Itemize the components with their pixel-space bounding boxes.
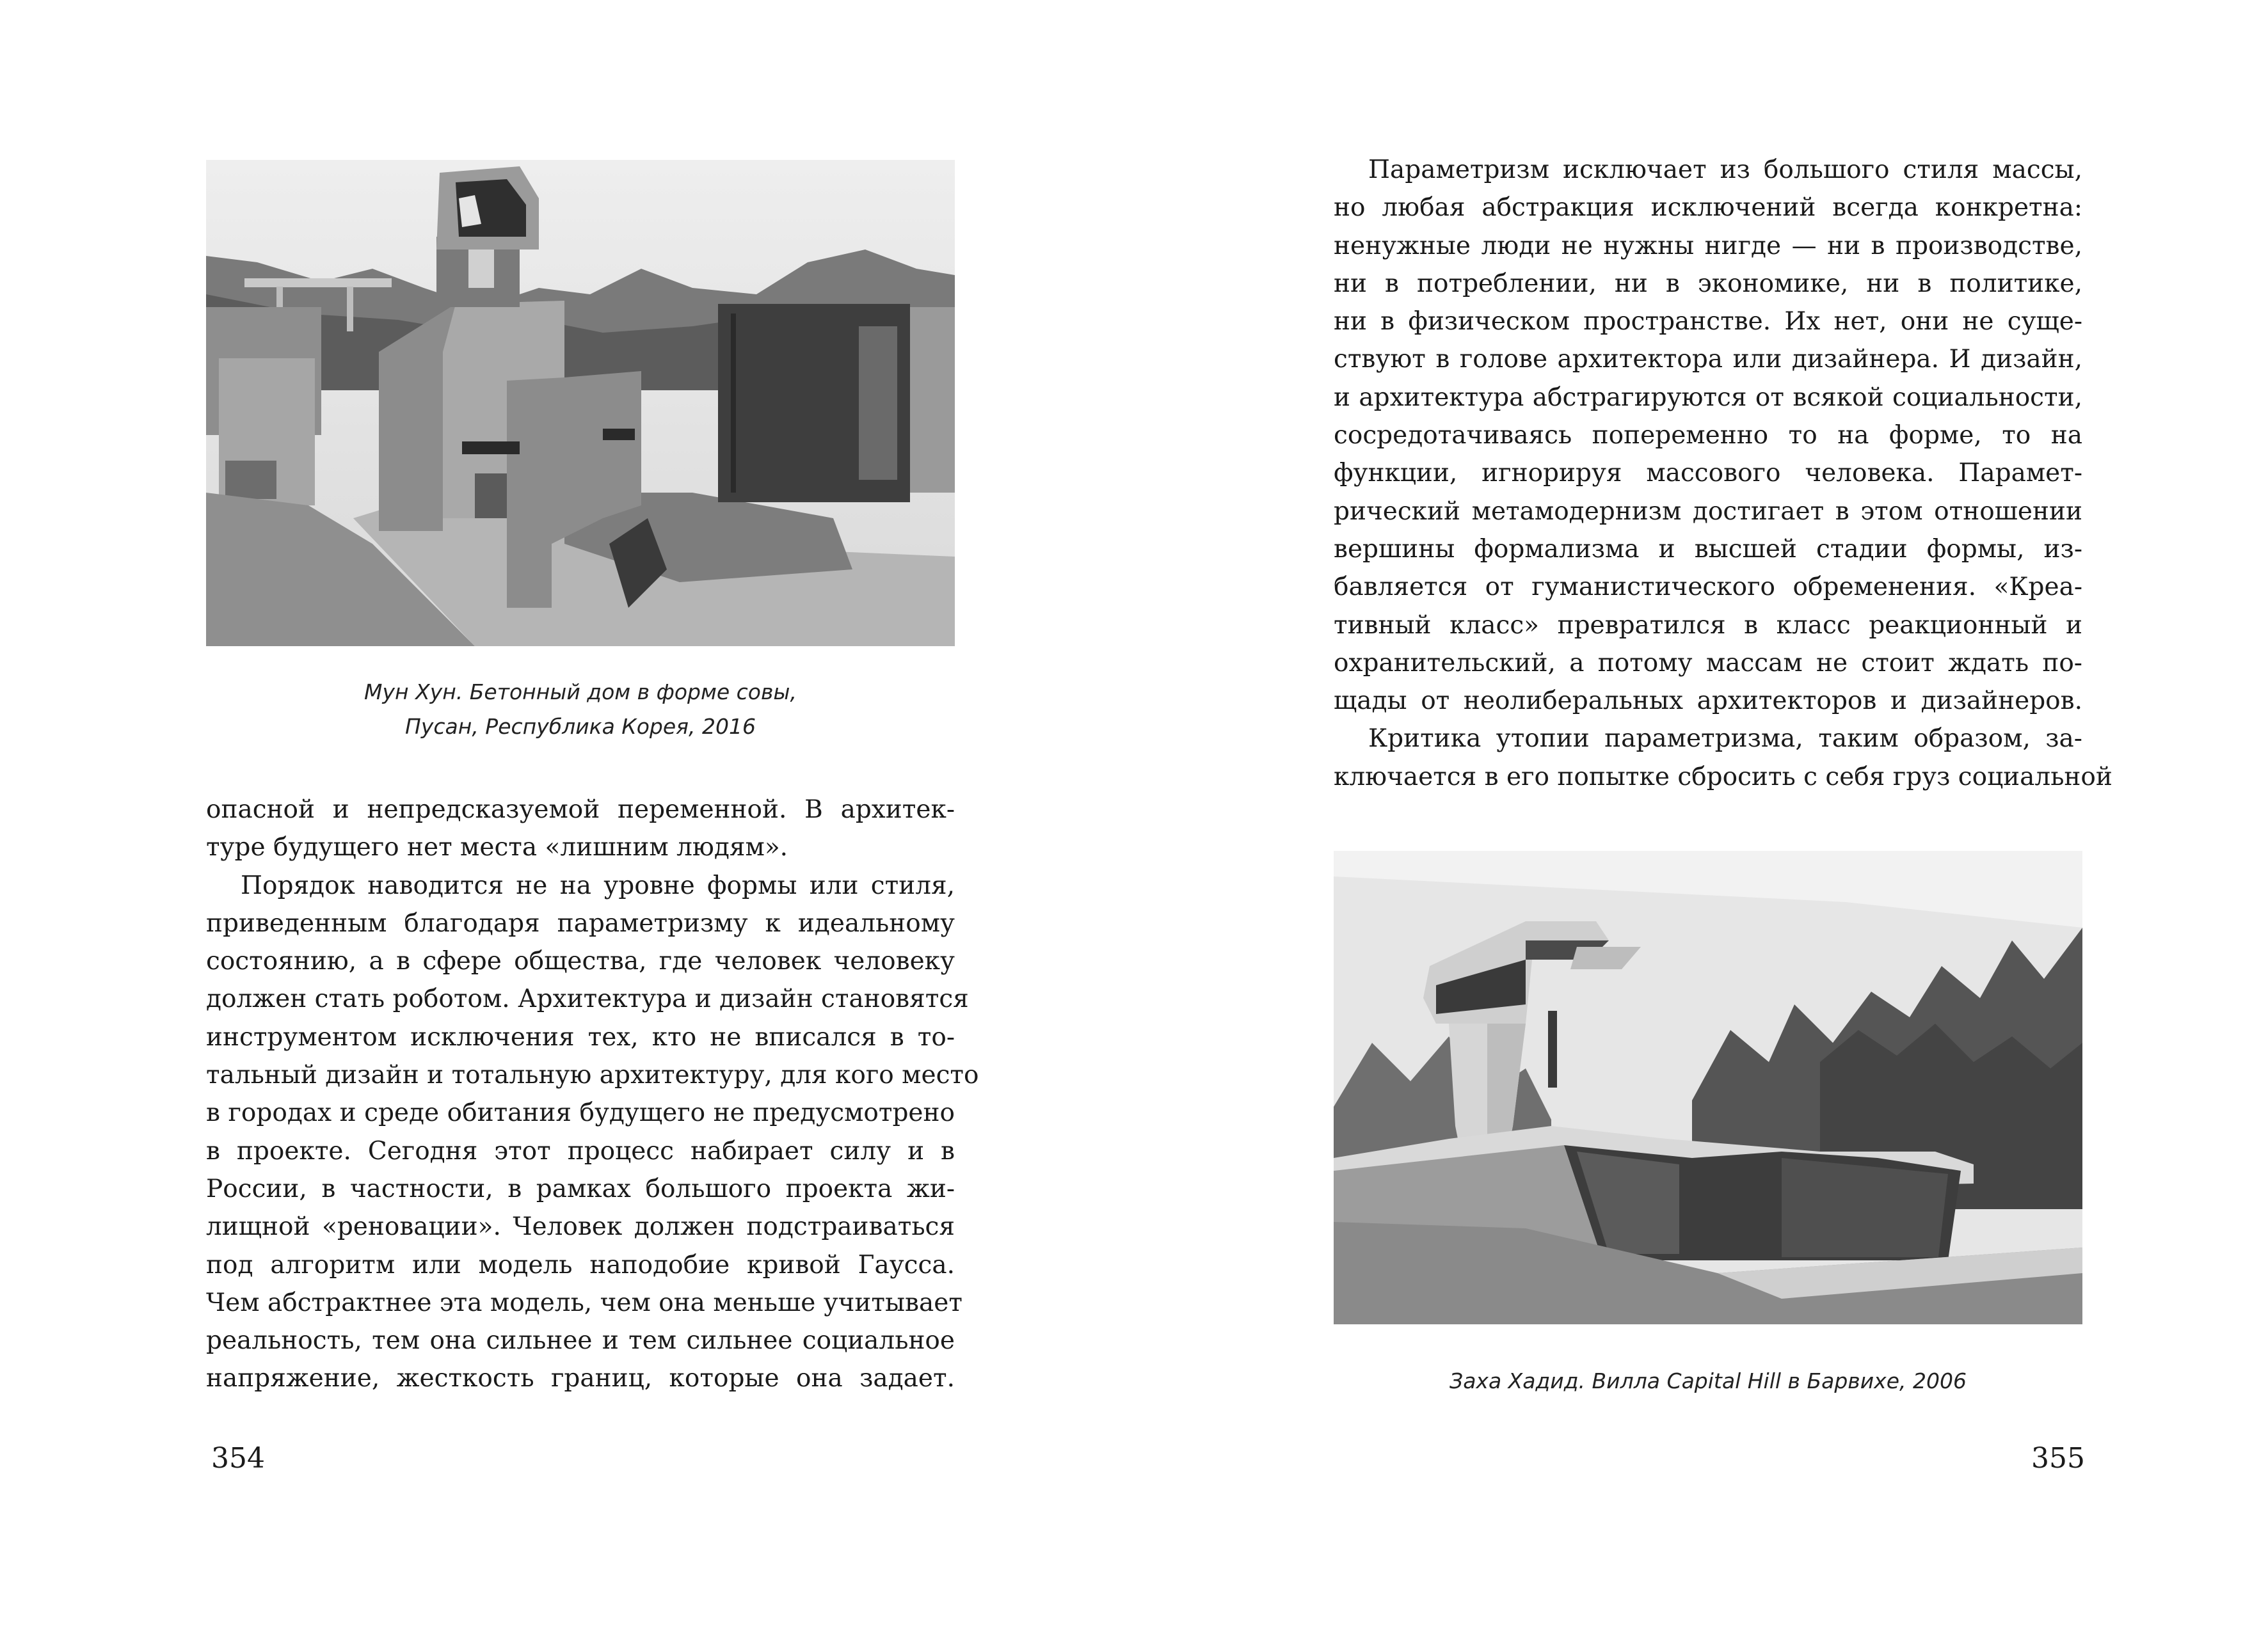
villa-illustration — [1334, 851, 2082, 1324]
caption-line: Пусан, Республика Корея, 2016 — [405, 714, 756, 739]
text-line: приведенным благодаря параметризму к идеальному — [206, 908, 955, 938]
text-line: Критика утопии параметризма, таким образом, за- — [1368, 724, 2082, 754]
photo-caption — [1334, 1364, 2082, 1399]
owl-house-photo — [206, 160, 955, 646]
photo-caption — [206, 675, 955, 744]
text-line: охранительский, а потому массам не стоит ждать по- — [1334, 648, 2082, 678]
text-line: тивный класс» превратился в класс реакционный и — [1334, 610, 2082, 640]
text-line: ключается в его попытке сбросить с себя груз социальной — [1334, 762, 2112, 791]
text-line: Чем абстрактнее эта модель, чем она меньше учитывает — [206, 1288, 962, 1317]
page-number: 355 — [2031, 1442, 2085, 1475]
text-line: вершины формализма и высшей стадии формы, из- — [1334, 534, 2082, 564]
caption-line: Мун Хун. Бетонный дом в форме совы, — [364, 679, 797, 704]
text-line: в городах и среде обитания будущего не предусмотрено — [206, 1098, 955, 1128]
text-line: функции, игнорируя массового человека. Парамет- — [1334, 459, 2082, 488]
text-line: инструментом исключения тех, кто не вписался в то- — [206, 1022, 955, 1052]
body-text — [206, 791, 979, 1398]
text-line: туре будущего нет места «лишним людям». — [206, 833, 788, 862]
text-line: ни в физическом пространстве. Их нет, они не суще- — [1334, 307, 2082, 337]
text-line: ствуют в голове архитектора или дизайнера. И дизайн, — [1334, 345, 2082, 374]
villa-photo — [1334, 851, 2082, 1324]
right-page — [1134, 0, 2268, 1625]
text-line: России, в частности, в рамках большого проекта жи- — [206, 1174, 955, 1203]
text-line: опасной и непредсказуемой переменной. В архитек- — [206, 795, 955, 824]
text-line: в проекте. Сегодня этот процесс набирает силу и в — [206, 1136, 955, 1166]
text-line: щады от неолиберальных архитекторов и дизайнеров. — [1334, 686, 2082, 716]
text-line: лищной «реновации». Человек должен подстраиваться — [206, 1212, 955, 1242]
text-line: ни в потреблении, ни в экономике, ни в политике, — [1334, 269, 2082, 298]
text-line: реальность, тем она сильнее и тем сильнее социальное — [206, 1326, 955, 1356]
text-line: рический метамодернизм достигает в этом отношении — [1334, 496, 2082, 526]
caption-line: Заха Хадид. Вилла Capital Hill в Барвихе, 2006 — [1449, 1368, 1967, 1393]
text-line: напряжение, жесткость границ, которые она задает. — [206, 1364, 955, 1393]
text-line: и архитектура абстрагируются от всякой социальности, — [1334, 383, 2082, 412]
text-line: сосредотачиваясь попеременно то на форме, то на — [1334, 421, 2082, 450]
body-text — [1334, 151, 2112, 796]
text-line: Параметризм исключает из большого стиля массы, — [1368, 155, 2082, 184]
text-line: бавляется от гуманистического обременения. «Креа- — [1334, 573, 2082, 602]
text-line: тальный дизайн и тотальную архитектуру, для кого место — [206, 1061, 979, 1090]
text-line: состоянию, а в сфере общества, где человек человеку — [206, 947, 955, 976]
text-line: но любая абстракция исключений всегда конкретна: — [1334, 193, 2082, 223]
owl-house-illustration — [206, 160, 955, 646]
text-line: под алгоритм или модель наподобие кривой Гаусса. — [206, 1250, 955, 1280]
text-line: должен стать роботом. Архитектура и дизайн становятся — [206, 985, 969, 1014]
text-line: ненужные люди не нужны нигде — ни в производстве, — [1334, 231, 2082, 260]
text-line: Порядок наводится не на уровне формы или стиля, — [241, 871, 955, 900]
page-number: 354 — [211, 1442, 265, 1475]
